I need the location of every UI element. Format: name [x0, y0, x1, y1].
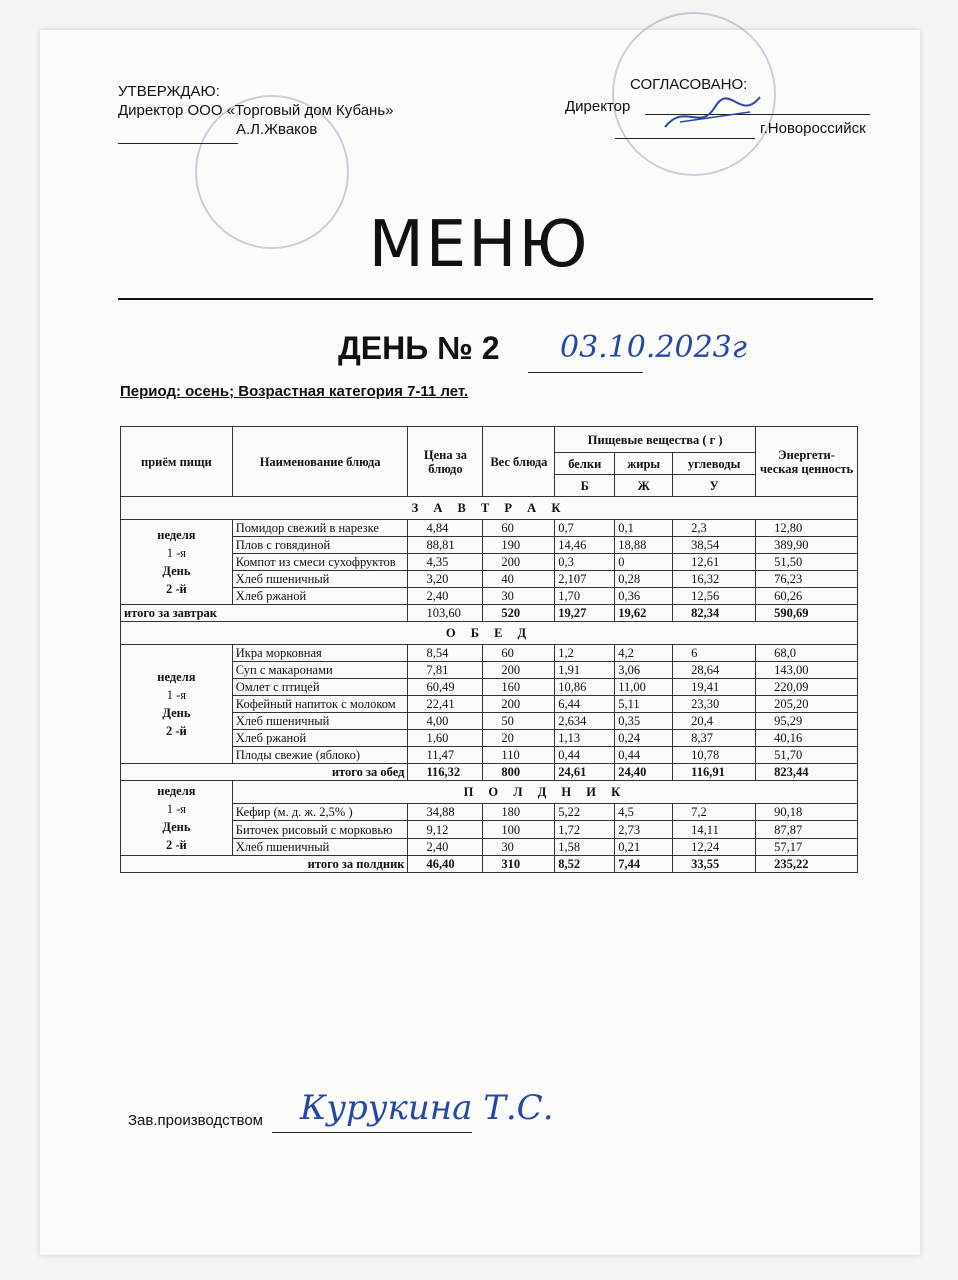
group-week-num: 1 -я [166, 688, 187, 702]
approval-block [118, 82, 394, 139]
total-label: итого за полдник [121, 856, 408, 873]
dish-b: 1,58 [555, 838, 615, 855]
title-rule [118, 298, 873, 300]
total-row [121, 764, 858, 781]
dish-name: Икра морковная [232, 645, 408, 662]
dish-weight: 50 [483, 713, 555, 730]
dish-weight: 180 [483, 804, 555, 821]
group-label [121, 645, 233, 764]
dish-u: 19,41 [673, 679, 756, 696]
dish-b: 0,3 [555, 554, 615, 571]
dish-price: 4,35 [408, 554, 483, 571]
dish-price: 9,12 [408, 821, 483, 838]
dish-b: 1,72 [555, 821, 615, 838]
dish-zh: 4,5 [615, 804, 673, 821]
dish-price: 4,00 [408, 713, 483, 730]
dish-energy: 87,87 [756, 821, 858, 838]
dish-price: 4,84 [408, 520, 483, 537]
agreement-city-line [615, 138, 755, 139]
production-head-label: Зав.производством [128, 1112, 263, 1129]
approval-sign-line [118, 143, 238, 144]
col-fat-header: жиры [615, 453, 673, 475]
dish-price: 34,88 [408, 804, 483, 821]
col-weight-header: Вес блюда [483, 427, 555, 497]
dish-price: 88,81 [408, 537, 483, 554]
dish-energy: 51,70 [756, 747, 858, 764]
dish-zh: 0,36 [615, 588, 673, 605]
total-energy: 590,69 [756, 605, 858, 622]
total-price: 116,32 [408, 764, 483, 781]
group-day-num: 2 -й [166, 724, 187, 738]
dish-zh: 0,21 [615, 838, 673, 855]
total-energy: 235,22 [756, 856, 858, 873]
group-day-num: 2 -й [166, 838, 187, 852]
total-label: итого за завтрак [121, 605, 408, 622]
dish-name: Хлеб пшеничный [232, 713, 408, 730]
dish-weight: 60 [483, 645, 555, 662]
total-weight: 520 [483, 605, 555, 622]
section-breakfast: З А В Т Р А К [121, 497, 858, 520]
dish-b: 6,44 [555, 696, 615, 713]
dish-energy: 205,20 [756, 696, 858, 713]
dish-energy: 40,16 [756, 730, 858, 747]
dish-zh: 0,44 [615, 747, 673, 764]
total-b: 24,61 [555, 764, 615, 781]
dish-weight: 200 [483, 696, 555, 713]
dish-u: 2,3 [673, 520, 756, 537]
total-weight: 800 [483, 764, 555, 781]
group-day: День [162, 564, 191, 578]
group-week-num: 1 -я [166, 802, 187, 816]
dish-u: 12,24 [673, 838, 756, 855]
dish-name: Хлеб ржаной [232, 730, 408, 747]
group-label [121, 520, 233, 605]
dish-energy: 90,18 [756, 804, 858, 821]
director-signature [660, 92, 770, 137]
dish-weight: 160 [483, 679, 555, 696]
total-price: 46,40 [408, 856, 483, 873]
total-u: 33,55 [673, 856, 756, 873]
dish-weight: 30 [483, 838, 555, 855]
total-weight: 310 [483, 856, 555, 873]
table-row [121, 520, 858, 537]
dish-weight: 190 [483, 537, 555, 554]
dish-price: 11,47 [408, 747, 483, 764]
dish-zh: 2,73 [615, 821, 673, 838]
dish-energy: 95,29 [756, 713, 858, 730]
group-day: День [162, 706, 191, 720]
dish-b: 0,7 [555, 520, 615, 537]
total-zh: 19,62 [615, 605, 673, 622]
col-b-header: Б [555, 475, 615, 497]
dish-energy: 60,26 [756, 588, 858, 605]
dish-energy: 57,17 [756, 838, 858, 855]
dish-name: Биточек рисовый с морковью [232, 821, 408, 838]
total-zh: 24,40 [615, 764, 673, 781]
dish-u: 16,32 [673, 571, 756, 588]
dish-zh: 4,2 [615, 645, 673, 662]
dish-energy: 51,50 [756, 554, 858, 571]
agreement-director: Директор [565, 98, 631, 115]
col-u-header: У [673, 475, 756, 497]
dish-weight: 40 [483, 571, 555, 588]
group-week: неделя [157, 670, 196, 684]
dish-zh: 5,11 [615, 696, 673, 713]
dish-name: Хлеб пшеничный [232, 838, 408, 855]
dish-u: 14,11 [673, 821, 756, 838]
dish-b: 2,107 [555, 571, 615, 588]
dish-weight: 30 [483, 588, 555, 605]
total-energy: 823,44 [756, 764, 858, 781]
total-b: 8,52 [555, 856, 615, 873]
group-day-num: 2 -й [166, 582, 187, 596]
dish-price: 2,40 [408, 588, 483, 605]
approval-title: УТВЕРЖДАЮ: [118, 83, 220, 100]
col-energy-header: Энергети-ческая ценность [756, 427, 858, 497]
dish-b: 1,13 [555, 730, 615, 747]
dish-zh: 18,88 [615, 537, 673, 554]
dish-b: 2,634 [555, 713, 615, 730]
period-line: Период: осень; Возрастная категория 7-11 лет. [120, 383, 469, 400]
dish-weight: 200 [483, 554, 555, 571]
group-week: неделя [157, 528, 196, 542]
dish-price: 1,60 [408, 730, 483, 747]
dish-price: 7,81 [408, 662, 483, 679]
dish-zh: 3,06 [615, 662, 673, 679]
footer-sign-line [272, 1132, 472, 1133]
dish-weight: 100 [483, 821, 555, 838]
approval-director: Директор ООО «Торговый дом Кубань» [118, 102, 394, 119]
dish-zh: 11,00 [615, 679, 673, 696]
group-day: День [162, 820, 191, 834]
dish-name: Плов с говядиной [232, 537, 408, 554]
dish-zh: 0,35 [615, 713, 673, 730]
dish-name: Кофейный напиток с молоком [232, 696, 408, 713]
dish-price: 3,20 [408, 571, 483, 588]
menu-table [120, 426, 858, 873]
dish-u: 38,54 [673, 537, 756, 554]
dish-energy: 68,0 [756, 645, 858, 662]
total-row [121, 605, 858, 622]
group-week: неделя [157, 784, 196, 798]
dish-u: 8,37 [673, 730, 756, 747]
dish-energy: 76,23 [756, 571, 858, 588]
production-head-signature: Курукина Т.С. [300, 1088, 554, 1128]
col-carbs-header: углеводы [673, 453, 756, 475]
dish-name: Хлеб ржаной [232, 588, 408, 605]
dish-weight: 60 [483, 520, 555, 537]
table-row [121, 645, 858, 662]
dish-name: Кефир (м. д. ж. 2,5% ) [232, 804, 408, 821]
dish-u: 12,56 [673, 588, 756, 605]
group-week-num: 1 -я [166, 546, 187, 560]
dish-energy: 389,90 [756, 537, 858, 554]
dish-name: Компот из смеси сухофруктов [232, 554, 408, 571]
section-snack: П О Л Д Н И К [232, 781, 857, 804]
dish-u: 12,61 [673, 554, 756, 571]
dish-zh: 0 [615, 554, 673, 571]
total-row [121, 856, 858, 873]
dish-energy: 220,09 [756, 679, 858, 696]
dish-b: 1,2 [555, 645, 615, 662]
dish-price: 60,49 [408, 679, 483, 696]
total-b: 19,27 [555, 605, 615, 622]
total-label: итого за обед [121, 764, 408, 781]
dish-zh: 0,28 [615, 571, 673, 588]
dish-b: 0,44 [555, 747, 615, 764]
dish-u: 10,78 [673, 747, 756, 764]
dish-name: Плоды свежие (яблоко) [232, 747, 408, 764]
dish-name: Омлет с птицей [232, 679, 408, 696]
total-u: 116,91 [673, 764, 756, 781]
col-protein-header: белки [555, 453, 615, 475]
approval-name: А.Л.Жваков [236, 121, 318, 138]
dish-name: Помидор свежий в нарезке [232, 520, 408, 537]
col-price-header: Цена за блюдо [408, 427, 483, 497]
day-date-underline [528, 372, 643, 373]
col-nutrients-header: Пищевые вещества ( г ) [555, 427, 756, 453]
dish-b: 1,70 [555, 588, 615, 605]
page-title: МЕНЮ [368, 208, 590, 282]
col-dish-header: Наименование блюда [232, 427, 408, 497]
dish-b: 1,91 [555, 662, 615, 679]
dish-b: 14,46 [555, 537, 615, 554]
dish-energy: 12,80 [756, 520, 858, 537]
dish-energy: 143,00 [756, 662, 858, 679]
dish-zh: 0,24 [615, 730, 673, 747]
agreement-title: СОГЛАСОВАНО: [630, 76, 748, 93]
section-lunch: О Б Е Д [121, 622, 858, 645]
col-zh-header: Ж [615, 475, 673, 497]
dish-weight: 200 [483, 662, 555, 679]
dish-zh: 0,1 [615, 520, 673, 537]
dish-weight: 110 [483, 747, 555, 764]
dish-b: 5,22 [555, 804, 615, 821]
dish-u: 20,4 [673, 713, 756, 730]
dish-u: 7,2 [673, 804, 756, 821]
dish-name: Хлеб пшеничный [232, 571, 408, 588]
total-price: 103,60 [408, 605, 483, 622]
dish-name: Суп с макаронами [232, 662, 408, 679]
day-label: ДЕНЬ № 2 [338, 330, 500, 366]
total-u: 82,34 [673, 605, 756, 622]
day-date: 03.10.2023г [560, 330, 747, 365]
dish-weight: 20 [483, 730, 555, 747]
agreement-city: г.Новороссийск [760, 120, 866, 137]
dish-u: 23,30 [673, 696, 756, 713]
dish-price: 22,41 [408, 696, 483, 713]
col-meal-header: приём пищи [121, 427, 233, 497]
dish-price: 2,40 [408, 838, 483, 855]
group-label [121, 781, 233, 856]
dish-u: 6 [673, 645, 756, 662]
dish-b: 10,86 [555, 679, 615, 696]
dish-u: 28,64 [673, 662, 756, 679]
total-zh: 7,44 [615, 856, 673, 873]
dish-price: 8,54 [408, 645, 483, 662]
